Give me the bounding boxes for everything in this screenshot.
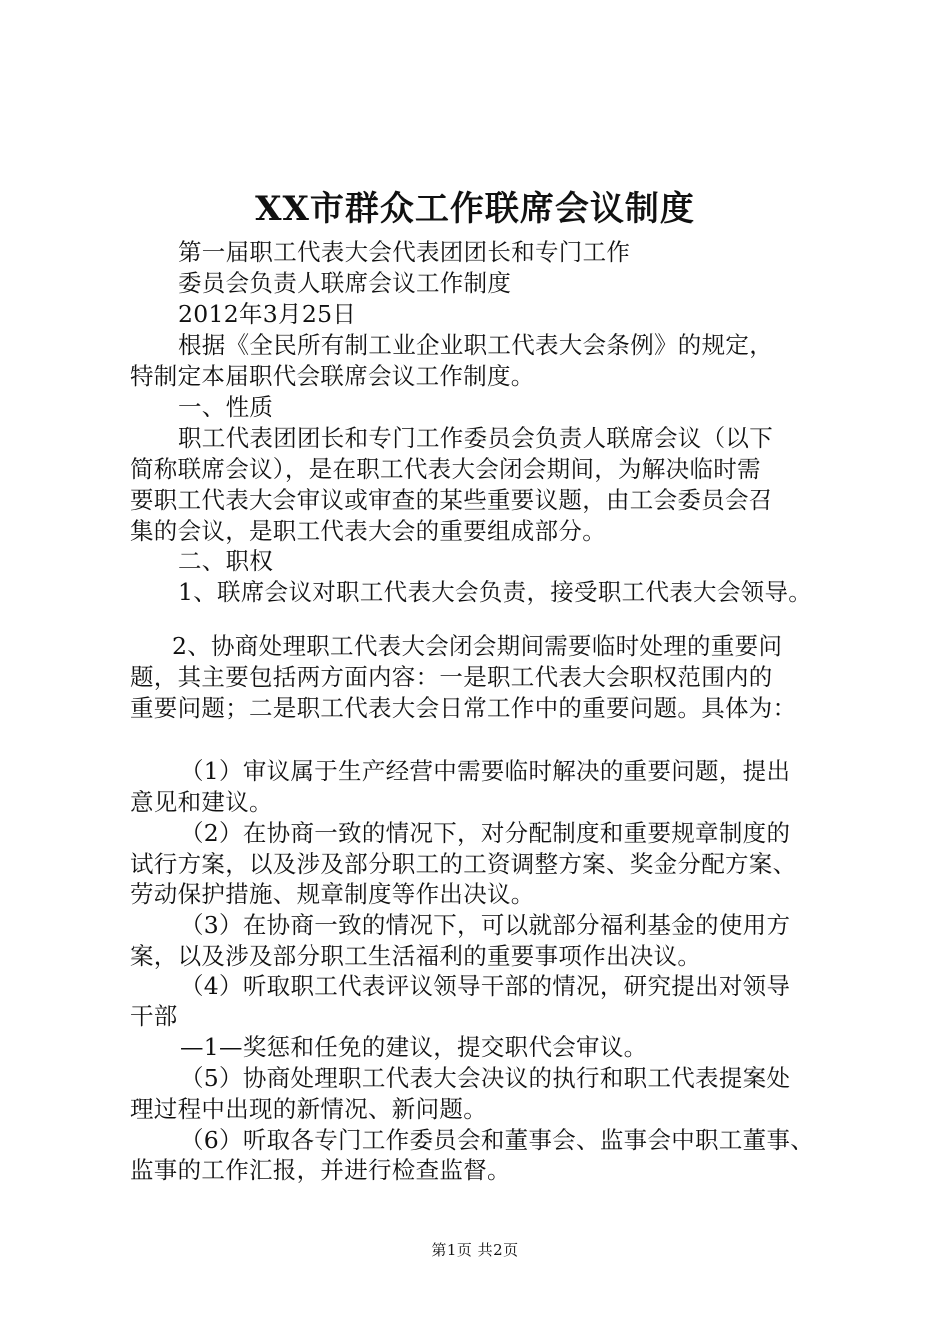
body-line: 简称联席会议），是在职工代表大会闭会期间，为解决临时需 [130,455,761,483]
body-line: 2012年3月25日 [178,300,357,328]
body-line: 1、联席会议对职工代表大会负责，接受职工代表大会领导。 [178,578,813,606]
body-line: 委员会负责人联席会议工作制度 [178,269,512,297]
body-line: 理过程中出现的新情况、新问题。 [130,1095,487,1123]
body-line: 集的会议，是职工代表大会的重要组成部分。 [130,517,606,545]
body-line: 根据《全民所有制工业企业职工代表大会条例》的规定， [178,331,773,359]
body-line: 劳动保护措施、规章制度等作出决议。 [130,880,535,908]
body-line: 2、协商处理职工代表大会闭会期间需要临时处理的重要问 [172,632,783,660]
body-line: 特制定本届职代会联席会议工作制度。 [130,362,535,390]
body-line: 意见和建议。 [130,788,273,816]
body-line: 试行方案，以及涉及部分职工的工资调整方案、奖金分配方案、 [130,850,797,878]
body-line: 重要问题；二是职工代表大会日常工作中的重要问题。具体为： [130,694,797,722]
body-line: 监事的工作汇报，并进行检查监督。 [130,1156,511,1184]
page-footer: 第1页 共2页 [431,1241,519,1259]
body-line: 干部 [130,1002,178,1030]
body-line: 职工代表团团长和专门工作委员会负责人联席会议（以下 [178,424,773,452]
body-line: 题，其主要包括两方面内容：一是职工代表大会职权范围内的 [130,663,773,691]
body-line: （5）协商处理职工代表大会决议的执行和职工代表提案处 [180,1064,791,1092]
body-line: 要职工代表大会审议或审查的某些重要议题，由工会委员会召 [130,486,773,514]
section-heading: 二、职权 [178,547,274,575]
body-line: （2）在协商一致的情况下，对分配制度和重要规章制度的 [180,819,791,847]
body-line: （4）听取职工代表评议领导干部的情况，研究提出对领导 [180,972,791,1000]
section-heading: 一、性质 [178,393,274,421]
body-line: （1）审议属于生产经营中需要临时解决的重要问题，提出 [180,757,791,785]
body-line: 第一届职工代表大会代表团团长和专门工作 [178,238,631,266]
body-line: 案，以及涉及部分职工生活福利的重要事项作出决议。 [130,942,702,970]
body-line: （3）在协商一致的情况下，可以就部分福利基金的使用方 [180,911,791,939]
body-line: （6）听取各专门工作委员会和董事会、监事会中职工董事、 [180,1126,815,1154]
body-line: —1—奖惩和任免的建议，提交职代会审议。 [180,1033,648,1061]
document-title: XX市群众工作联席会议制度 [255,189,695,229]
